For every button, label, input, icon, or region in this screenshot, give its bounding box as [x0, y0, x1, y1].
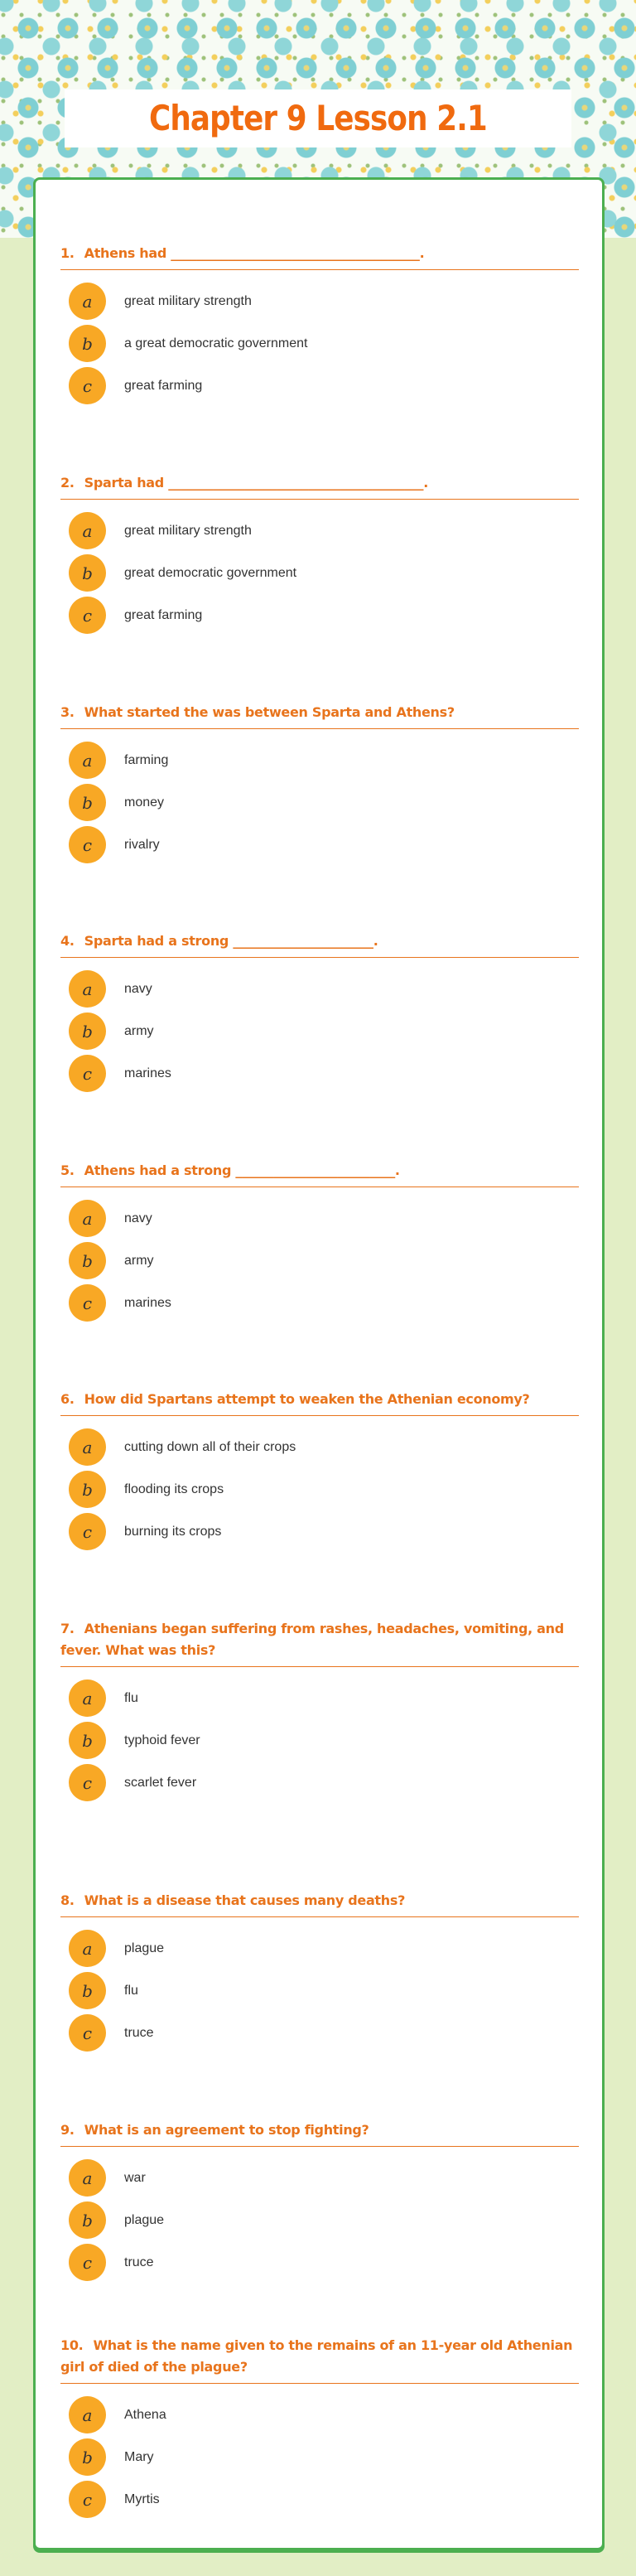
- option-b[interactable]: [60, 1719, 579, 1762]
- question-number: 3.: [60, 704, 75, 720]
- option-letter-badge: c: [69, 2481, 106, 2518]
- title-banner: [65, 89, 571, 147]
- option-a[interactable]: [60, 2157, 579, 2199]
- options-list: [60, 1927, 579, 2054]
- question-2: [60, 472, 579, 636]
- option-text: truce: [124, 2025, 154, 2040]
- option-letter-badge: c: [69, 2014, 106, 2052]
- option-text: scarlet fever: [124, 1775, 197, 1790]
- option-a[interactable]: [60, 510, 579, 552]
- option-c[interactable]: [60, 1282, 579, 1324]
- question-1: [60, 243, 579, 407]
- option-letter-badge: a: [69, 512, 106, 549]
- option-text: flu: [124, 1983, 138, 1998]
- option-letter-badge: a: [69, 1200, 106, 1237]
- option-letter-badge: c: [69, 367, 106, 404]
- options-list: [60, 739, 579, 866]
- option-b[interactable]: [60, 1010, 579, 1052]
- question-prompt: Athens had _______________________________________.: [84, 245, 425, 261]
- question-3: [60, 702, 579, 866]
- option-letter-badge: c: [69, 1513, 106, 1550]
- question-prompt: What is an agreement to stop fighting?: [84, 2122, 369, 2138]
- option-letter-badge: b: [69, 1242, 106, 1279]
- question-number: 2.: [60, 475, 75, 491]
- options-list: [60, 968, 579, 1095]
- question-text: [60, 930, 579, 958]
- option-text: great farming: [124, 607, 203, 622]
- question-number: 5.: [60, 1162, 75, 1178]
- option-a[interactable]: [60, 739, 579, 781]
- option-c[interactable]: [60, 2012, 579, 2054]
- option-b[interactable]: [60, 2199, 579, 2241]
- option-text: marines: [124, 1295, 171, 1310]
- option-text: great democratic government: [124, 565, 297, 580]
- option-text: cutting down all of their crops: [124, 1439, 296, 1454]
- option-letter-badge: c: [69, 826, 106, 863]
- question-5: [60, 1160, 579, 1324]
- question-text: [60, 2335, 579, 2384]
- option-text: a great democratic government: [124, 336, 308, 350]
- option-letter-badge: c: [69, 597, 106, 634]
- question-prompt: What started the was between Sparta and Athens?: [84, 704, 455, 720]
- option-text: army: [124, 1023, 154, 1038]
- option-text: Myrtis: [124, 2491, 160, 2506]
- question-prompt: Athenians began suffering from rashes, headaches, vomiting, and fever. What was this?: [60, 1621, 564, 1658]
- option-b[interactable]: [60, 1969, 579, 2012]
- question-prompt: What is the name given to the remains of an 11-year old Athenian girl of died of the plague?: [60, 2337, 573, 2375]
- option-b[interactable]: [60, 552, 579, 594]
- question-text: [60, 2119, 579, 2147]
- page-title: Chapter 9 Lesson 2.1: [149, 98, 487, 138]
- option-b[interactable]: [60, 1240, 579, 1282]
- option-a[interactable]: [60, 1677, 579, 1719]
- option-a[interactable]: [60, 1197, 579, 1240]
- option-text: great military strength: [124, 293, 252, 308]
- option-c[interactable]: [60, 824, 579, 866]
- option-text: war: [124, 2170, 146, 2185]
- option-text: truce: [124, 2255, 154, 2269]
- option-letter-badge: b: [69, 1013, 106, 1050]
- question-7: [60, 1618, 579, 1804]
- option-letter-badge: a: [69, 1679, 106, 1717]
- option-letter-badge: a: [69, 1930, 106, 1967]
- option-letter-badge: a: [69, 1428, 106, 1466]
- question-4: [60, 930, 579, 1095]
- option-letter-badge: b: [69, 2438, 106, 2476]
- question-number: 9.: [60, 2122, 75, 2138]
- option-c[interactable]: [60, 594, 579, 636]
- option-text: Athena: [124, 2407, 166, 2422]
- question-prompt: What is a disease that causes many deaths?: [84, 1892, 406, 1908]
- question-6: [60, 1389, 579, 1553]
- option-text: marines: [124, 1066, 171, 1080]
- question-text: [60, 1890, 579, 1917]
- question-number: 6.: [60, 1391, 75, 1407]
- option-text: flooding its crops: [124, 1481, 224, 1496]
- question-8: [60, 1890, 579, 2054]
- option-text: money: [124, 795, 165, 810]
- options-list: [60, 1197, 579, 1324]
- option-letter-badge: a: [69, 2159, 106, 2197]
- question-number: 4.: [60, 933, 75, 949]
- question-text: [60, 1618, 579, 1667]
- question-text: [60, 1389, 579, 1416]
- option-letter-badge: b: [69, 1471, 106, 1508]
- question-text: [60, 702, 579, 729]
- option-letter-badge: a: [69, 742, 106, 779]
- option-letter-badge: c: [69, 1284, 106, 1322]
- option-b[interactable]: [60, 1468, 579, 1510]
- question-10: [60, 2335, 579, 2520]
- options-list: [60, 2157, 579, 2284]
- option-c[interactable]: [60, 1510, 579, 1553]
- option-text: Mary: [124, 2449, 154, 2464]
- question-number: 7.: [60, 1621, 75, 1636]
- option-c[interactable]: [60, 1762, 579, 1804]
- option-text: flu: [124, 1690, 138, 1705]
- option-c[interactable]: [60, 2478, 579, 2520]
- options-list: [60, 280, 579, 407]
- option-a[interactable]: [60, 1426, 579, 1468]
- question-text: [60, 1160, 579, 1187]
- option-c[interactable]: [60, 2241, 579, 2284]
- option-b[interactable]: [60, 781, 579, 824]
- question-prompt: How did Spartans attempt to weaken the Athenian economy?: [84, 1391, 530, 1407]
- option-text: great military strength: [124, 523, 252, 538]
- question-prompt: Sparta had a strong ______________________.: [84, 933, 378, 949]
- option-letter-badge: b: [69, 1972, 106, 2009]
- option-letter-badge: c: [69, 1764, 106, 1801]
- option-text: plague: [124, 2212, 165, 2227]
- question-prompt: Athens had a strong _________________________.: [84, 1162, 400, 1178]
- option-c[interactable]: [60, 1052, 579, 1095]
- question-text: [60, 243, 579, 270]
- quiz-card: [33, 177, 605, 2550]
- option-letter-badge: b: [69, 1722, 106, 1759]
- options-list: [60, 1677, 579, 1804]
- option-letter-badge: c: [69, 1055, 106, 1092]
- option-letter-badge: a: [69, 2396, 106, 2433]
- option-letter-badge: b: [69, 325, 106, 362]
- option-text: farming: [124, 752, 169, 767]
- option-letter-badge: b: [69, 2201, 106, 2239]
- option-text: plague: [124, 1940, 165, 1955]
- options-list: [60, 510, 579, 636]
- option-a[interactable]: [60, 2394, 579, 2436]
- option-b[interactable]: [60, 322, 579, 365]
- option-text: typhoid fever: [124, 1733, 200, 1747]
- option-letter-badge: a: [69, 283, 106, 320]
- options-list: [60, 1426, 579, 1553]
- option-text: navy: [124, 981, 152, 996]
- options-list: [60, 2394, 579, 2520]
- option-a[interactable]: [60, 968, 579, 1010]
- option-letter-badge: b: [69, 554, 106, 592]
- option-a[interactable]: [60, 1927, 579, 1969]
- option-b[interactable]: [60, 2436, 579, 2478]
- question-text: [60, 472, 579, 500]
- option-text: army: [124, 1253, 154, 1268]
- question-number: 1.: [60, 245, 75, 261]
- option-letter-badge: c: [69, 2244, 106, 2281]
- question-number: 8.: [60, 1892, 75, 1908]
- option-letter-badge: b: [69, 784, 106, 821]
- option-text: navy: [124, 1211, 152, 1225]
- option-a[interactable]: [60, 280, 579, 322]
- option-text: rivalry: [124, 837, 160, 852]
- question-number: 10.: [60, 2337, 84, 2353]
- option-text: burning its crops: [124, 1524, 222, 1539]
- option-c[interactable]: [60, 365, 579, 407]
- option-letter-badge: a: [69, 970, 106, 1008]
- option-text: great farming: [124, 378, 203, 393]
- question-prompt: Sparta had ________________________________________.: [84, 475, 428, 491]
- question-9: [60, 2119, 579, 2284]
